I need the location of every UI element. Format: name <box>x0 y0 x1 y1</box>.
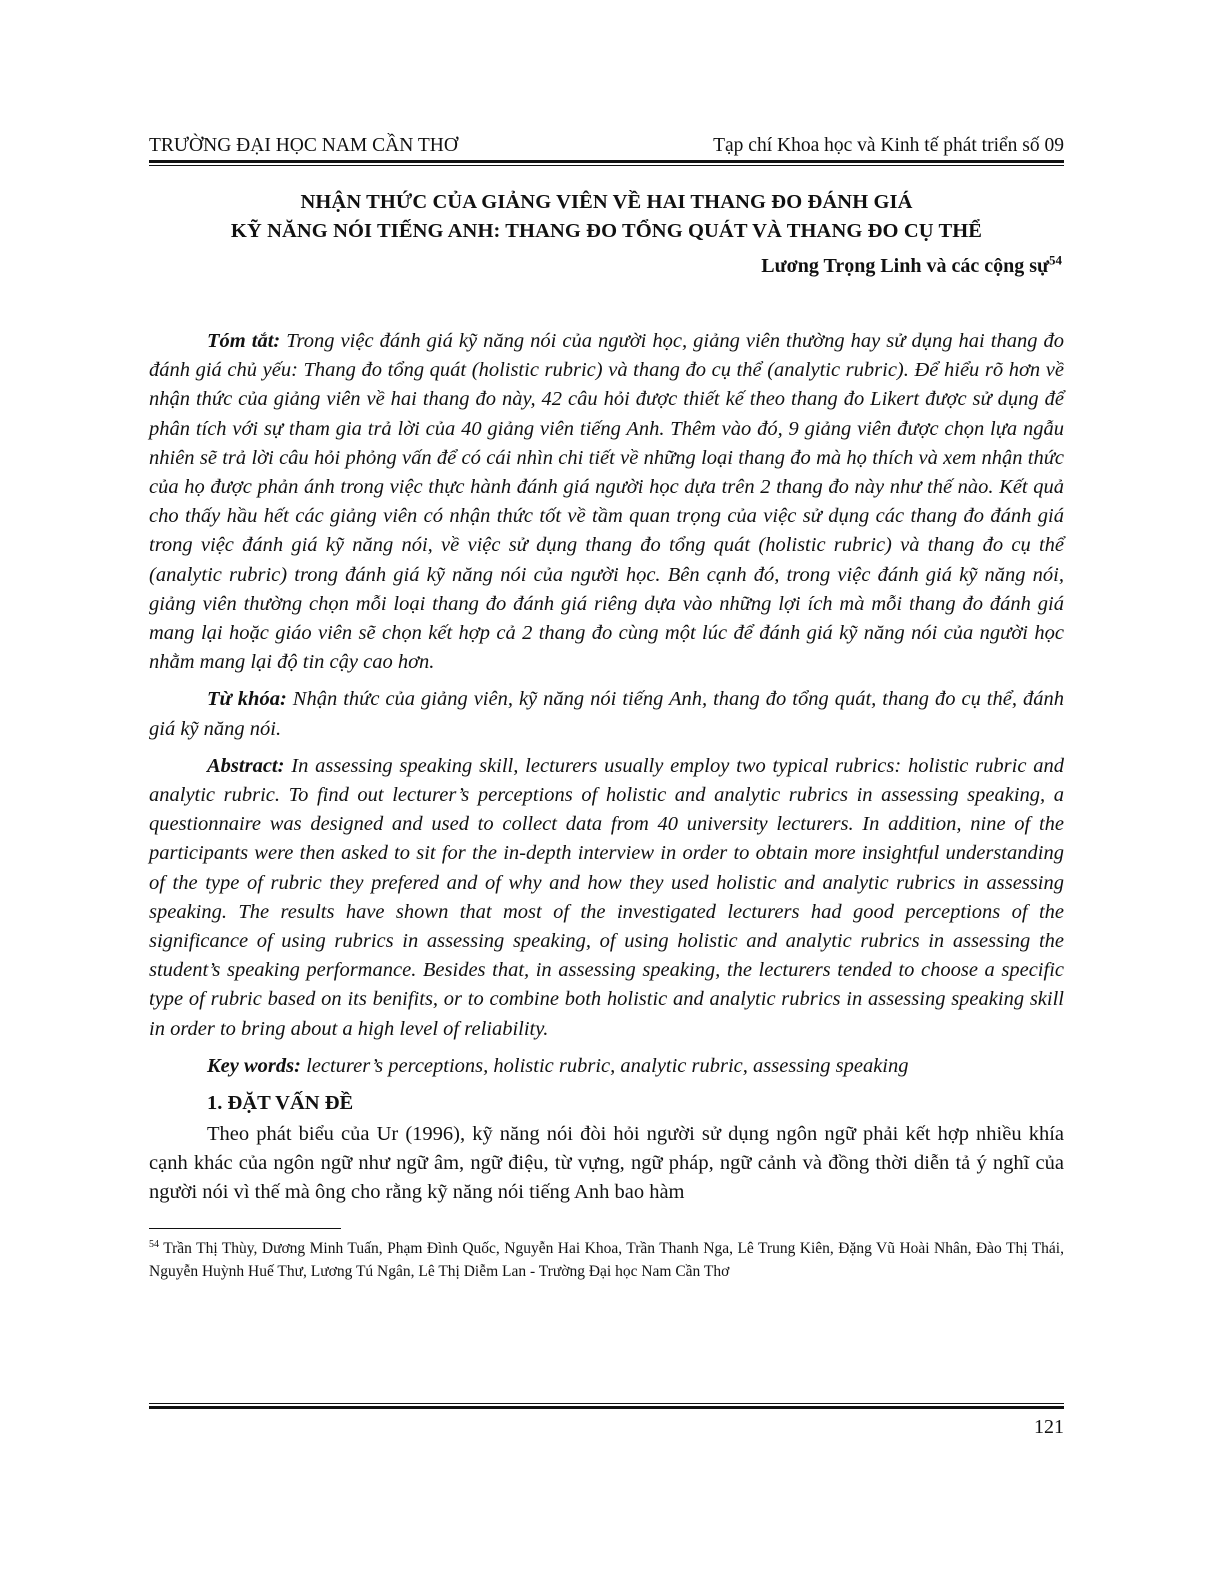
keywords-vietnamese <box>149 685 1064 743</box>
footnote-divider <box>149 1228 341 1229</box>
keywords-vi-text: Nhận thức của giảng viên, kỹ năng nói tiếng Anh, thang đo tổng quát, thang đo cụ thể, đánh giá kỹ năng nói. <box>149 688 1064 740</box>
footnote-mark: 54 <box>149 1238 159 1250</box>
footnote <box>149 1237 1064 1283</box>
abstract-vietnamese <box>149 327 1064 677</box>
keywords-english <box>149 1052 1064 1081</box>
abstract-section <box>149 327 1064 1081</box>
article-title <box>149 188 1064 246</box>
keywords-vi-label: Từ khóa: <box>207 688 287 711</box>
title-line-1: NHẬN THỨC CỦA GIẢNG VIÊN VỀ HAI THANG ĐO ĐÁNH GIÁ <box>300 191 913 213</box>
body-paragraph: Theo phát biểu của Ur (1996), kỹ năng nói đòi hỏi người sử dụng ngôn ngữ phải kết hợp nhiều khía cạnh khác của ngôn ngữ như ngữ âm, ngữ điệu, từ vựng, ngữ pháp, ngữ cảnh và đồng thời diễn tả ý nghĩ của người nói vì thế mà ông cho rằng kỹ năng nói tiếng Anh bao hàm <box>149 1123 1064 1204</box>
footer-rule <box>149 1403 1064 1409</box>
header-institution: TRƯỜNG ĐẠI HỌC NAM CẦN THƠ <box>149 135 458 156</box>
abstract-vi-label: Tóm tắt: <box>207 330 281 352</box>
abstract-en-label: Abstract: <box>207 754 285 777</box>
author-footnote-mark: 54 <box>1049 252 1062 268</box>
header-rule <box>149 160 1064 166</box>
page-number: 121 <box>1034 1416 1064 1438</box>
section-heading: 1. ĐẶT VẤN ĐỀ <box>207 1092 354 1115</box>
abstract-english <box>149 752 1064 1044</box>
abstract-vi-text: Trong việc đánh giá kỹ năng nói của người học, giảng viên thường hay sử dụng hai thang đo đánh giá chủ yếu: Thang đo tổng quát (holistic rubric) và thang đo cụ thể (analytic rubric). Để hiểu rõ hơn về nhận thức của giảng viên về hai thang đo này, 42 câu hỏi được thiết kế theo thang đo Likert được sử dụng để phân tích với sự tham gia trả lời của 40 giảng viên tiếng Anh. Thêm vào đó, 9 giảng viên được chọn lựa ngẫu nhiên sẽ trả lời câu hỏi phỏng vấn để có cái nhìn chi tiết về những loại thang đo mà họ thích và xem nhận thức của họ được phản ánh trong việc thực hành đánh giá người học dựa trên 2 thang đo này như thế nào. Kết quả cho thấy hầu hết các giảng viên có nhận thức tốt về tầm quan trọng của việc sử dụng các thang đo đánh giá trong việc đánh giá kỹ năng nói, về việc sử dụng thang đo tổng quát (holistic rubric) và thang đo cụ thể (analytic rubric) trong đánh giá kỹ năng nói của người học. Bên cạnh đó, trong việc đánh giá kỹ năng nói, giảng viên thường chọn mỗi loại thang đo đánh giá riêng dựa vào những lợi ích mà mỗi thang đo đánh giá mang lại hoặc giáo viên sẽ chọn kết hợp cả 2 thang đo cùng một lúc để đánh giá kỹ năng nói của người học nhằm mang lại độ tin cậy cao hơn. <box>149 330 1065 674</box>
footnote-text: Trần Thị Thùy, Dương Minh Tuấn, Phạm Đình Quốc, Nguyễn Hai Khoa, Trần Thanh Nga, Lê Trung Kiên, Đặng Vũ Hoài Nhân, Đào Thị Thái, Nguyễn Huỳnh Huế Thư, Lương Tú Ngân, Lê Thị Diễm Lan - Trường Đại học Nam Cần Thơ <box>149 1239 1064 1280</box>
header-journal: Tạp chí Khoa học và Kinh tế phát triển số 09 <box>713 135 1064 156</box>
title-line-2: KỸ NĂNG NÓI TIẾNG ANH: THANG ĐO TỔNG QUÁT VÀ THANG ĐO CỤ THỂ <box>230 220 983 242</box>
keywords-en-label: Key words: <box>207 1054 301 1077</box>
running-header <box>149 128 1064 158</box>
keywords-en-text: lecturer’s perceptions, holistic rubric, analytic rubric, assessing speaking <box>300 1054 909 1077</box>
abstract-en-text: In assessing speaking skill, lecturers usually employ two typical rubrics: holistic rubric and analytic rubric. To find out lecturer’s perceptions of holistic and analytic rubrics in assessing speaking, a questionnaire was designed and used to collect data from 40 university lecturers. In addition, nine of the participants were then asked to sit for the in-depth interview in order to obtain more insightful understanding of the type of rubric they prefered and of why and how they used holistic and analytic rubrics in assessing speaking. The results have shown that most of the investigated lecturers had good perceptions of the significance of using rubrics in assessing speaking, of using holistic and analytic rubrics in assessing the student’s speaking performance. Besides that, in assessing speaking, the lecturers tended to choose a specific type of rubric based on its benifits, or to combine both holistic and analytic rubrics in assessing speaking skill in order to bring about a high level of reliability. <box>149 754 1064 1040</box>
page-content <box>149 128 1064 1283</box>
author-name: Lương Trọng Linh và các cộng sự <box>761 255 1049 277</box>
author-line <box>149 252 1064 280</box>
